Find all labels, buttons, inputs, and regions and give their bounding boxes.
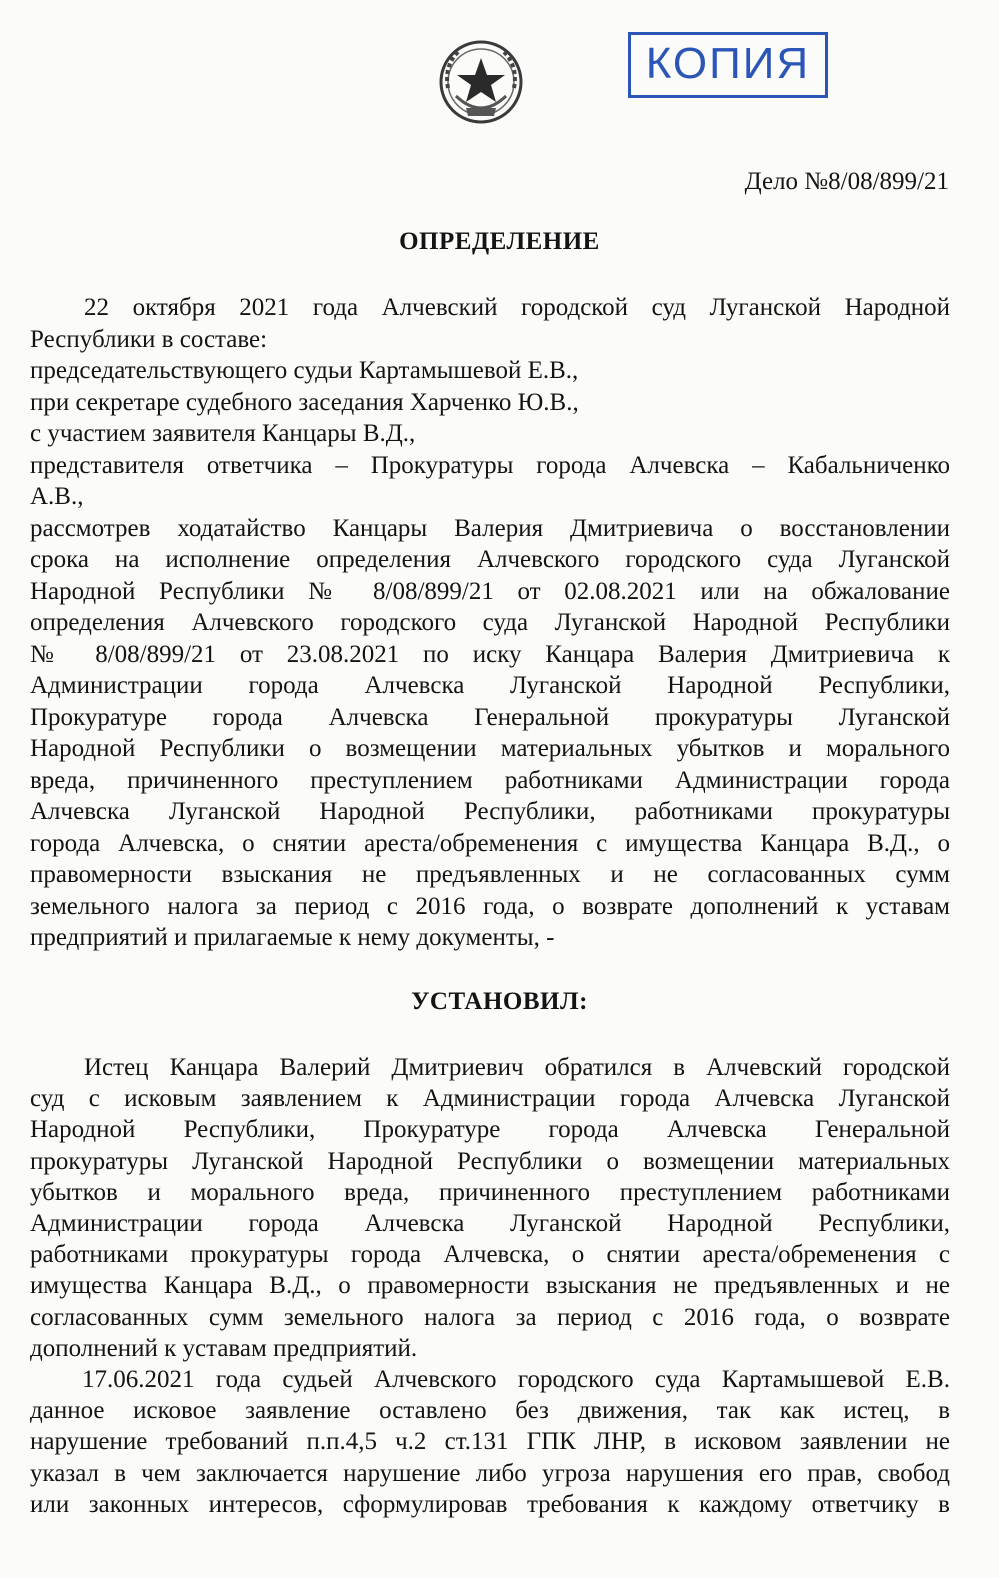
text-line: 22 октября 2021 года Алчевский городской суд Луганской Народной bbox=[84, 294, 950, 321]
text-line: города Алчевска, о снятии ареста/обременения с имущества Канцара В.Д., о bbox=[30, 829, 950, 857]
text-line: Администрации города Алчевска Луганской Народной Республики, bbox=[30, 1210, 950, 1238]
text-line: данное исковое заявление оставлено без движения, так как истец, в bbox=[30, 1397, 950, 1425]
section-heading: УСТАНОВИЛ: bbox=[411, 988, 588, 1015]
text-line: дополнений к уставам предприятий. bbox=[30, 1334, 418, 1362]
text-line: определения Алчевского городского суда Луганской Народной Республики bbox=[30, 609, 950, 636]
text-line: Прокуратуре города Алчевска Генеральной прокуратуры Луганской bbox=[30, 703, 950, 731]
text-line: 17.06.2021 года судьей Алчевского городского суда Картамышевой Е.В. bbox=[82, 1366, 950, 1394]
text-line: представителя ответчика – Прокуратуры города Алчевска – Кабальниченко bbox=[30, 451, 950, 479]
text-line: предприятий и прилагаемые к нему документы, - bbox=[30, 924, 555, 951]
text-line: согласованных сумм земельного налога за период с 2016 года, о возврате bbox=[30, 1303, 950, 1331]
text-line: при секретаре судебного заседания Харченко Ю.В., bbox=[30, 388, 579, 416]
copy-stamp: КОПИЯ bbox=[628, 32, 828, 98]
text-line: работниками прокуратуры города Алчевска, о снятии ареста/обременения с bbox=[30, 1241, 950, 1269]
text-line: или законных интересов, сформулировав требования к каждому ответчику в bbox=[30, 1490, 950, 1518]
text-line: Народной Республики о возмещении материальных убытков и морального bbox=[30, 735, 950, 762]
text-line: указал в чем заключается нарушение либо угроза нарушения его прав, свобод bbox=[30, 1459, 950, 1487]
text-line: Народной Республики № 8/08/899/21 от 02.08.2021 или на обжалование bbox=[30, 577, 950, 605]
text-line: суд с исковым заявлением к Администрации города Алчевска Луганской bbox=[30, 1085, 950, 1113]
text-line: имущества Канцара В.Д., о правомерности взыскания не предъявленных и не bbox=[30, 1272, 950, 1300]
text-line: Алчевска Луганской Народной Республики, работниками прокуратуры bbox=[30, 798, 950, 825]
text-line: убытков и морального вреда, причиненного преступлением работниками bbox=[30, 1178, 950, 1206]
text-line: Администрации города Алчевска Луганской Народной Республики, bbox=[30, 672, 950, 699]
body-paragraph bbox=[30, 1052, 950, 1520]
case-number: Дело №8/08/899/21 bbox=[744, 168, 949, 195]
text-line: вреда, причиненного преступлением работниками Администрации города bbox=[30, 766, 950, 794]
intro-paragraph bbox=[30, 292, 950, 954]
document-title: ОПРЕДЕЛЕНИЕ bbox=[399, 228, 600, 255]
text-line: с участием заявителя Канцары В.Д., bbox=[30, 420, 416, 447]
text-line: срока на исполнение определения Алчевского городского суда Луганской bbox=[30, 546, 950, 573]
coat-of-arms-emblem bbox=[436, 36, 526, 128]
text-line: правомерности взыскания не предъявленных и не согласованных сумм bbox=[30, 861, 950, 888]
text-line: председательствующего судьи Картамышевой Е.В., bbox=[30, 357, 579, 384]
text-line: № 8/08/899/21 от 23.08.2021 по иску Канцара Валерия Дмитриевича к bbox=[30, 640, 950, 668]
text-line: А.В., bbox=[30, 483, 84, 510]
text-line: Истец Канцара Валерий Дмитриевич обратился в Алчевский городской bbox=[84, 1054, 950, 1081]
text-line: рассмотрев ходатайство Канцары Валерия Дмитриевича о восстановлении bbox=[30, 514, 950, 542]
text-line: прокуратуры Луганской Народной Республики о возмещении материальных bbox=[30, 1147, 950, 1175]
text-line: нарушение требований п.п.4,5 ч.2 ст.131 ГПК ЛНР, в исковом заявлении не bbox=[30, 1428, 950, 1456]
text-line: Народной Республики, Прокуратуре города Алчевска Генеральной bbox=[30, 1116, 950, 1144]
text-line: земельного налога за период с 2016 года, о возврате дополнений к уставам bbox=[30, 892, 950, 920]
text-line: Республики в составе: bbox=[30, 325, 268, 353]
